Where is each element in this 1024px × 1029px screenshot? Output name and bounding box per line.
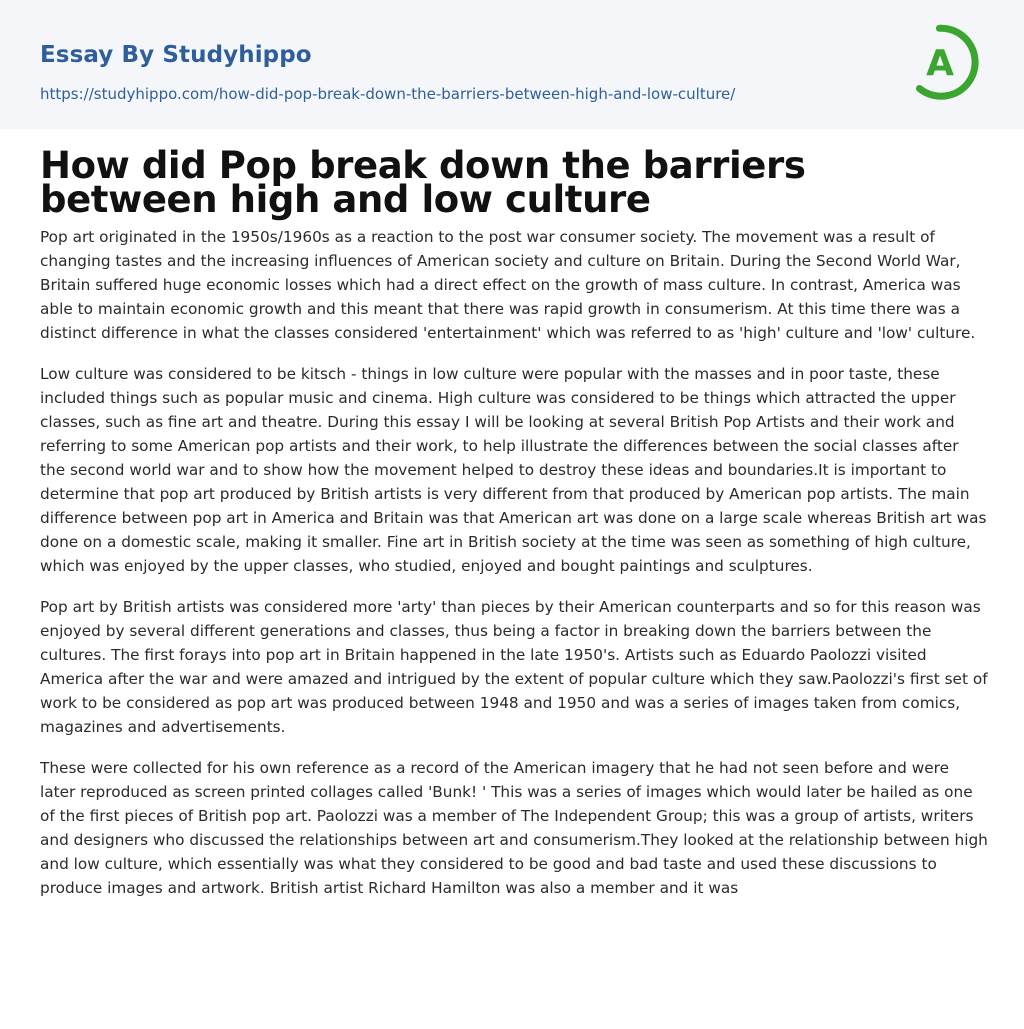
brand-title[interactable]: Essay By Studyhippo <box>40 42 312 68</box>
source-url-link[interactable]: https://studyhippo.com/how-did-pop-break-down-the-barriers-between-high-and-low-culture/ <box>40 85 736 103</box>
logo-letter: A <box>926 43 954 84</box>
essay-paragraph-2: Low culture was considered to be kitsch - things in low culture were popular with the masses and in poor taste, these included things such as popular music and cinema. High culture was considered to be things which attracted the upper classes, such as fine art and theatre. During this essay I will be looking at several British Pop Artists and their work and referring to some American pop artists and their work, to help illustrate the differences between the social classes after the second world war and to show how the movement helped to destroy these ideas and boundaries.It is important to determine that pop art produced by British artists is very different from that produced by American pop artists. The main difference between pop art in America and Britain was that American art was done on a large scale whereas British art was done on a domestic scale, making it smaller. Fine art in British society at the time was seen as something of high culture, which was enjoyed by the upper classes, who studied, enjoyed and bought paintings and sculptures. <box>40 365 987 575</box>
essay-content <box>0 129 1024 900</box>
essay-paragraph-1: Pop art originated in the 1950s/1960s as a reaction to the post war consumer society. The movement was a result of changing tastes and the increasing influences of American society and culture on Britain. During the Second World War, Britain suffered huge economic losses which had a direct effect on the growth of mass culture. In contrast, America was able to maintain economic growth and this meant that there was rapid growth in consumerism. At this time there was a distinct difference in what the classes considered 'entertainment' which was referred to as 'high' culture and 'low' culture. <box>40 228 976 342</box>
site-header <box>0 0 1024 129</box>
studyhippo-logo-icon[interactable] <box>912 18 988 108</box>
essay-title: How did Pop break down the barriers between high and low culture <box>40 144 806 221</box>
essay-paragraph-4: These were collected for his own reference as a record of the American imagery that he had not seen before and were later reproduced as screen printed collages called 'Bunk! ' This was a series of images which would later be hailed as one of the first pieces of British pop art. Paolozzi was a member of The Independent Group; this was a group of artists, writers and designers who discussed the relationships between art and consumerism.They looked at the relationship between high and low culture, which essentially was what they considered to be good and bad taste and used these discussions to produce images and artwork. British artist Richard Hamilton was also a member and it was <box>40 759 988 897</box>
essay-paragraph-3: Pop art by British artists was considered more 'arty' than pieces by their American counterparts and so for this reason was enjoyed by several different generations and classes, thus being a factor in breaking down the barriers between the cultures. The first forays into pop art in Britain happened in the late 1950's. Artists such as Eduardo Paolozzi visited America after the war and were amazed and intrigued by the extent of popular culture which they saw.Paolozzi's first set of work to be considered as pop art was produced between 1948 and 1950 and was a series of images taken from comics, magazines and advertisements. <box>40 598 988 736</box>
